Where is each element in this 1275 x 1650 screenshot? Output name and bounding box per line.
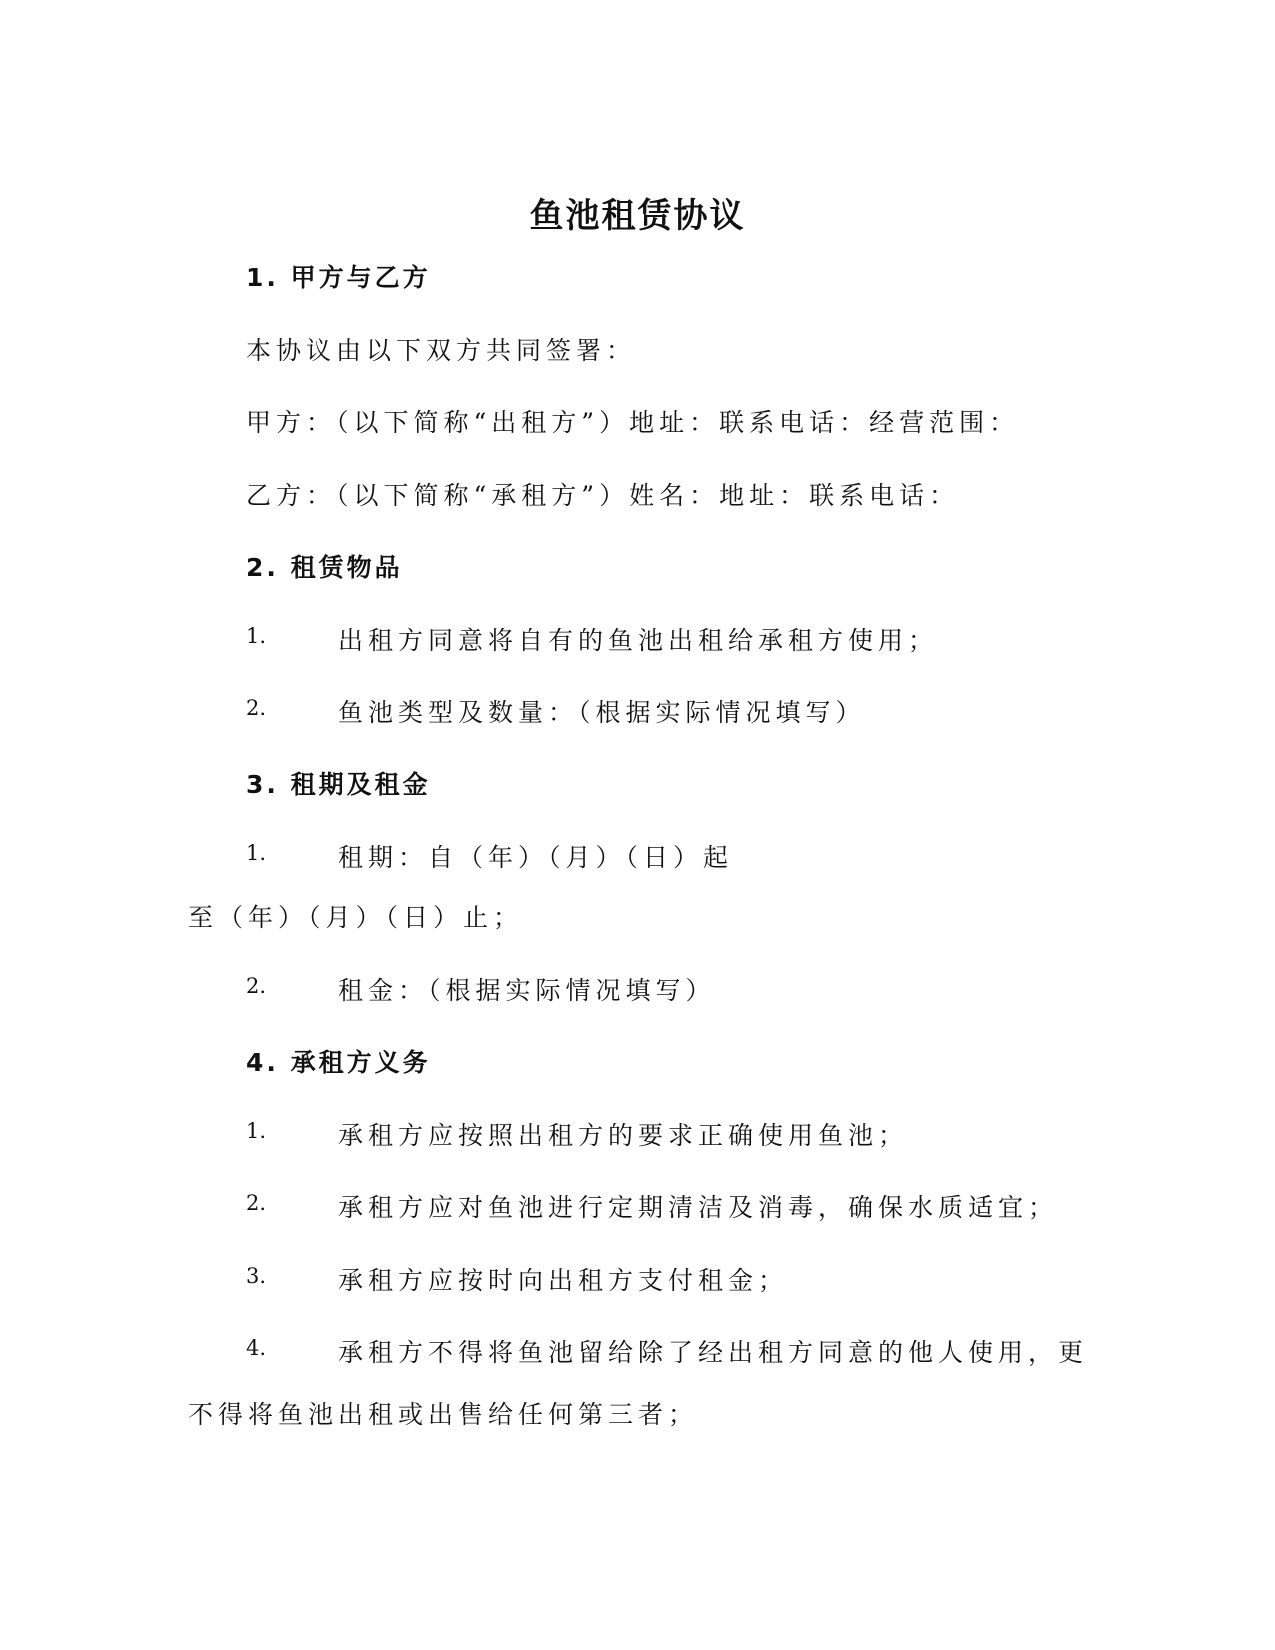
list-item-text: 租金：（根据实际情况填写）: [338, 976, 716, 1005]
list-item-text: 鱼池类型及数量：（根据实际情况填写）: [338, 698, 866, 727]
list-item-number: 1.: [246, 841, 267, 865]
party-a-line: 甲方：（以下简称“出租方”）地址：联系电话：经营范围：: [246, 408, 1020, 437]
list-item-number: 1.: [246, 624, 267, 648]
intro-paragraph: 本协议由以下双方共同签署：: [246, 336, 637, 365]
section-heading-lessee-obligations: 4. 承租方义务: [246, 1048, 431, 1077]
list-item-text: 承租方应对鱼池进行定期清洁及消毒，确保水质适宜；: [338, 1193, 1059, 1222]
party-b-line: 乙方：（以下简称“承租方”）姓名：地址：联系电话：: [246, 481, 960, 510]
list-item-text: 租期：自（年）（月）（日）起: [338, 843, 734, 872]
list-item-number: 1.: [246, 1119, 267, 1143]
list-item-number: 2.: [246, 696, 267, 720]
list-item-number: 3.: [246, 1264, 267, 1288]
list-item-continuation: 至（年）（月）（日）止；: [188, 903, 524, 932]
section-heading-parties: 1. 甲方与乙方: [246, 263, 431, 292]
list-item-text: 承租方不得将鱼池留给除了经出租方同意的他人使用，更: [338, 1338, 1089, 1367]
list-item-number: 2.: [246, 974, 267, 998]
list-item-text: 承租方应按时向出租方支付租金；: [338, 1266, 789, 1295]
list-item-continuation: 不得将鱼池出租或出售给任何第三者；: [188, 1400, 699, 1429]
list-item-text: 承租方应按照出租方的要求正确使用鱼池；: [338, 1121, 909, 1150]
section-heading-term-rent: 3. 租期及租金: [246, 770, 431, 799]
section-heading-leased-items: 2. 租赁物品: [246, 553, 403, 582]
list-item-number: 4.: [246, 1336, 267, 1360]
document-title: 鱼池租赁协议: [529, 196, 746, 236]
list-item-text: 出租方同意将自有的鱼池出租给承租方使用；: [338, 626, 939, 655]
list-item-number: 2.: [246, 1191, 267, 1215]
